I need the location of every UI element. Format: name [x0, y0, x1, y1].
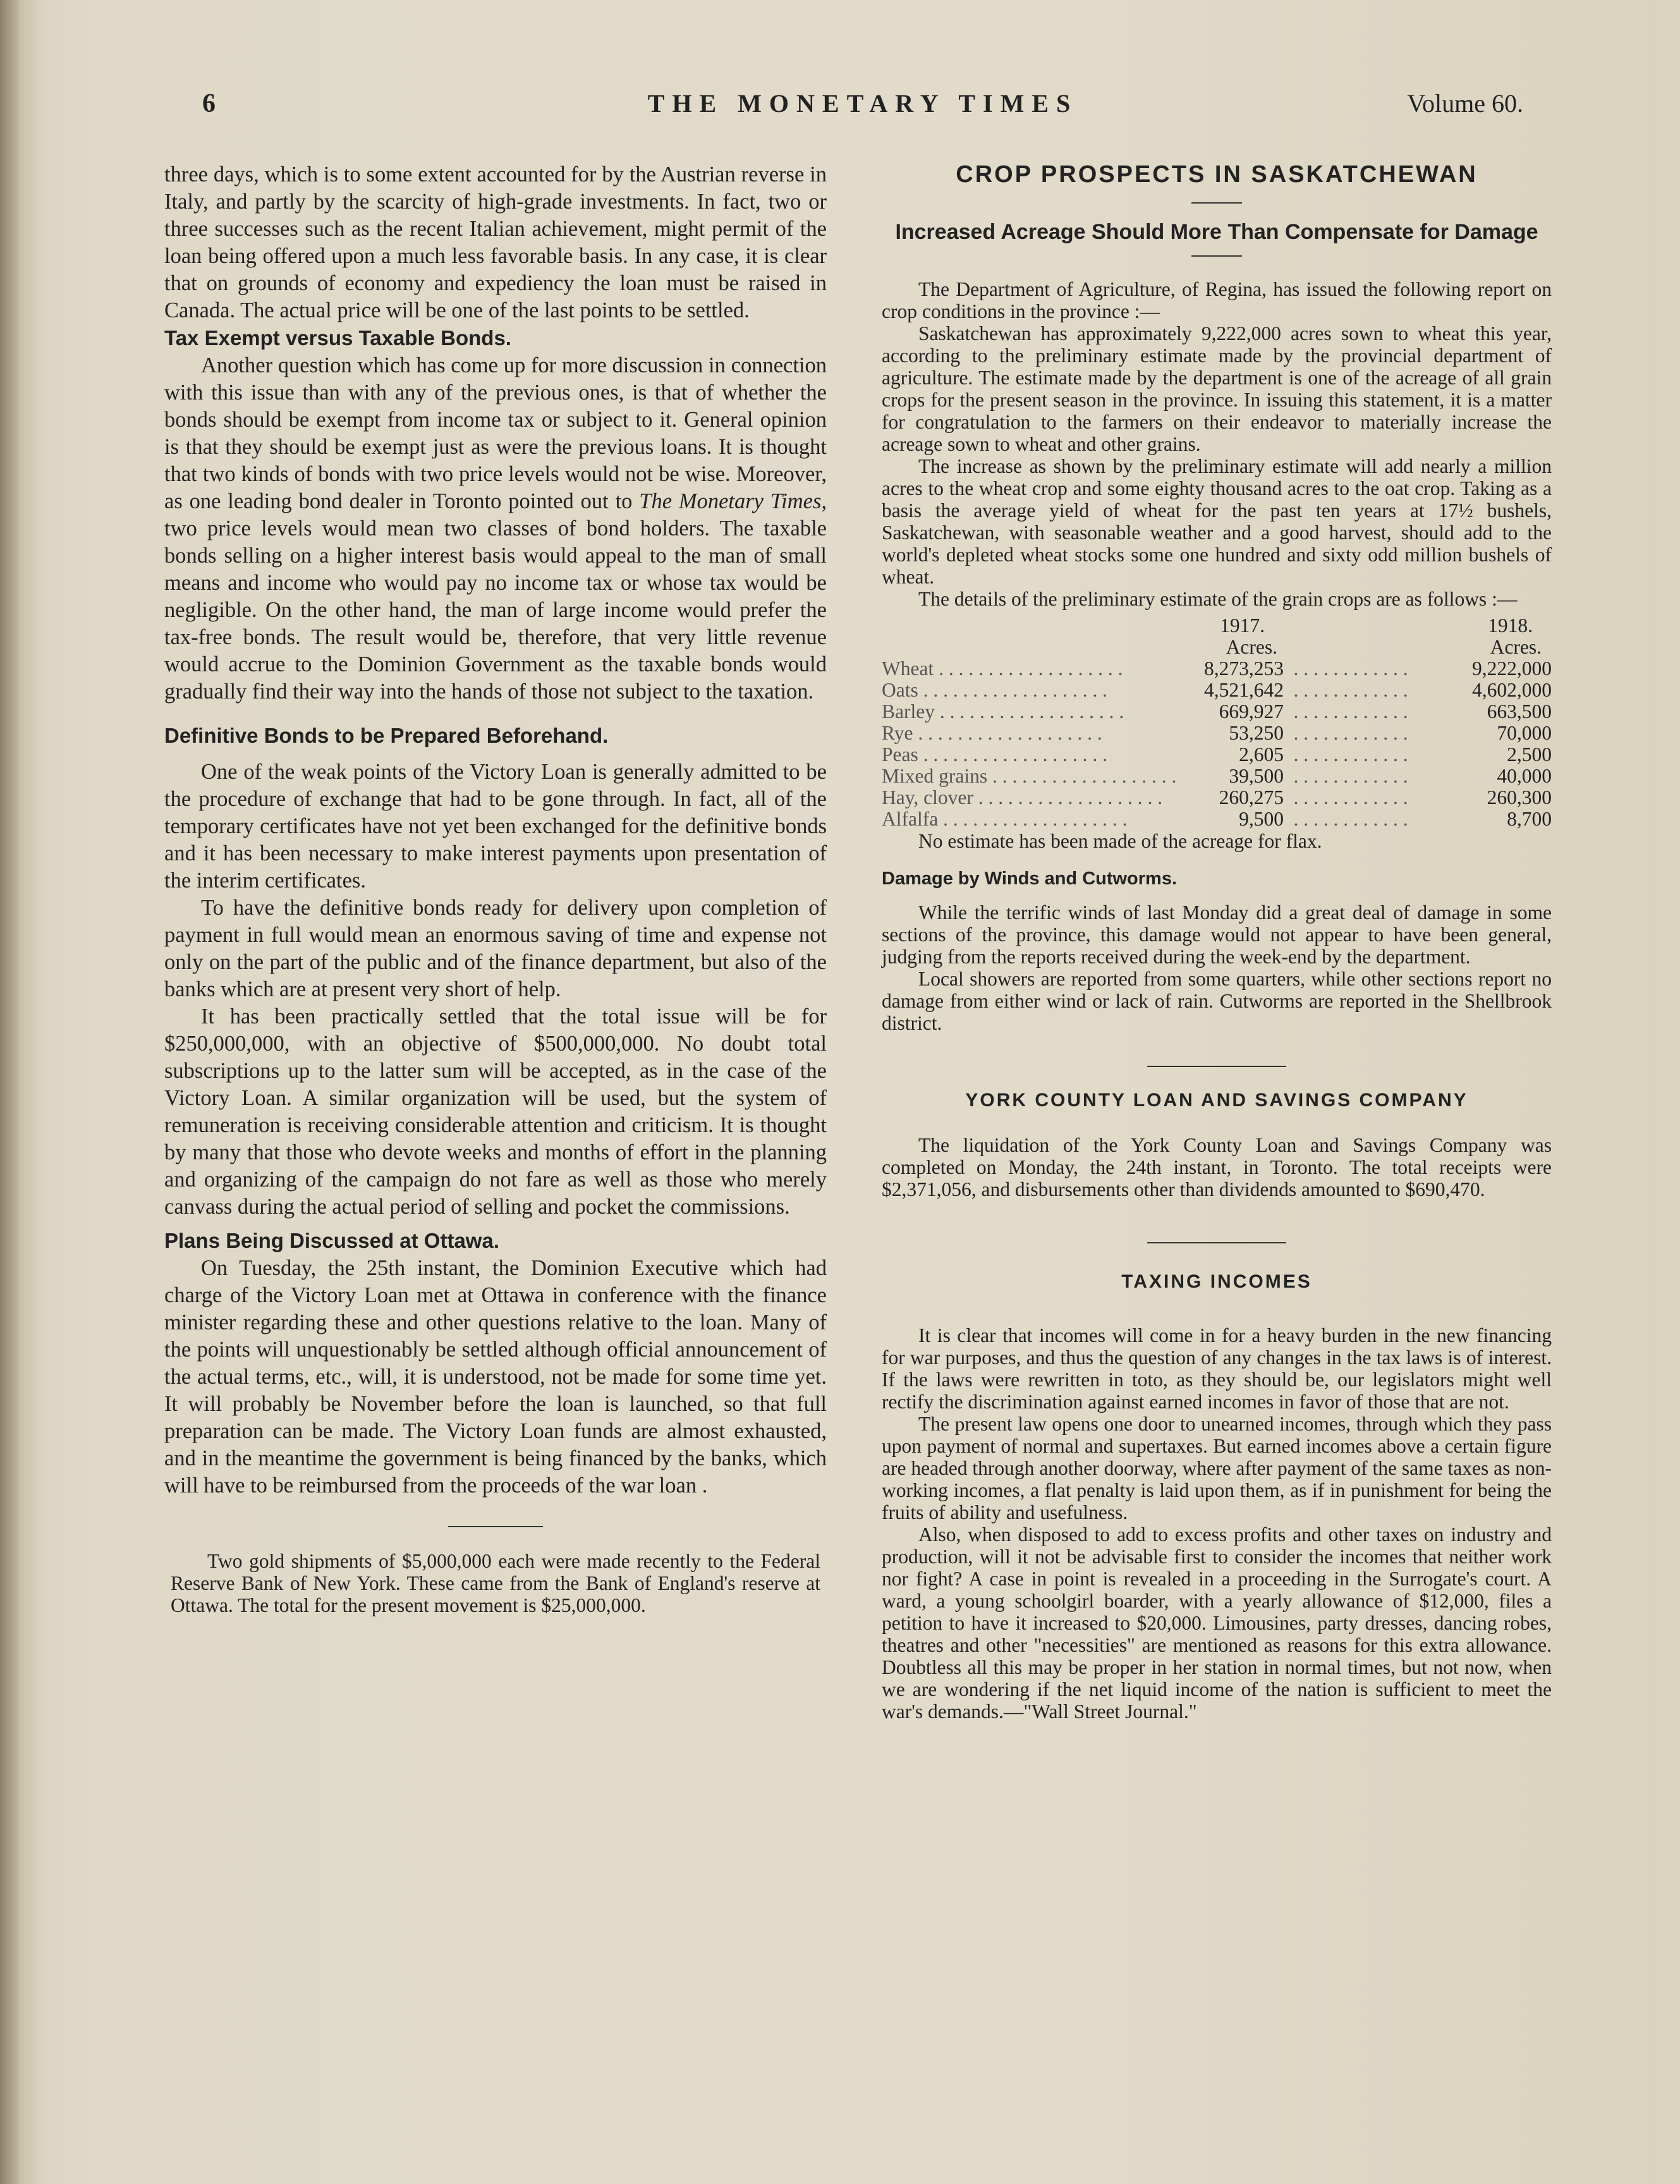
crop-name-cell [882, 723, 1150, 744]
leader-dots: . . . . . . . . . . . . [1293, 743, 1408, 766]
crop-acreage-table [882, 615, 1552, 830]
acres-1918-cell: 70,000 [1497, 722, 1552, 744]
crop-name: Rye [882, 722, 913, 744]
plans-ottawa-paragraph: On Tuesday, the 25th instant, the Dominion Executive which had charge of the Victory Loan met at Ottawa in conference with the finance minister regarding these and other questions relative to the loan. Many of the points will unquestionably be settled although official announcement of the actual terms, etc., will, it is understood, not be made for some time yet. It will probably be November before the loan is launched, so that full preparation can be made. The Victory Loan funds are almost exhausted, and in the meantime the government is being financed by the banks, which will have to be reimbursed from the proceeds of the war loan . [164, 1256, 827, 1498]
acres-1917-cell: 4,521,642 [1204, 679, 1284, 701]
unit-1917: Acres. [1226, 636, 1277, 658]
crop-name-cell [882, 808, 1150, 830]
acres-1917-cell: 2,605 [1239, 743, 1284, 766]
crop-name: Mixed grains [882, 765, 988, 787]
crop-paragraph-3: The increase as shown by the preliminary estimate will add nearly a million acres to the wheat crop and some eighty thousand acres to the oat crop. Taking as a basis the average yield of wheat for the past ten years at 17½ bushels, Saskatchewan, with seasonable weather and a good harvest, should add to the world's depleted wheat stocks some one hundred and sixty odd million bushels of wheat. [882, 455, 1552, 588]
table-row [882, 787, 1552, 808]
crop-name: Barley [882, 700, 935, 723]
definitive-bonds-paragraph-3: It has been practically settled that the total issue will be for $250,000,000, with an objective of $500,000,000. No doubt total subscriptions up to the latter sum will be accepted, as in the case of the Victory Loan. A similar organization will be used, but the system of remuneration is receiving considerable attention and criticism. It is thought by many that those who devote weeks and months of effort in the planning and organizing of the campaign do not fare as well as those who merely canvass during the actual period of selling and pocket the commissions. [164, 1004, 827, 1219]
leader-dots: . . . . . . . . . . . . [1293, 765, 1408, 787]
page-header [202, 88, 1523, 126]
leader-dots: . . . . . . . . . . . . [1293, 679, 1408, 701]
acres-1917-cell: 8,273,253 [1204, 657, 1284, 680]
crop-article-deck: Increased Acreage Should More Than Compensate for Damage [895, 220, 1538, 244]
table-row [882, 808, 1552, 830]
leader-dots: . . . . . . . . . . . . [1293, 808, 1408, 830]
volume-label: Volume 60. [1407, 89, 1523, 118]
heading-definitive-bonds: Definitive Bonds to be Prepared Beforehand. [164, 724, 609, 747]
table-row [882, 723, 1552, 744]
leader-dots: . . . . . . . . . . . . [1293, 722, 1408, 744]
publication-title: THE MONETARY TIMES [647, 89, 1078, 118]
crop-paragraph-2: Saskatchewan has approximately 9,222,000 acres sown to wheat this year, according to the preliminary estimate made by the provincial department of agriculture. The estimate made by the department is one of the acreage of all grain crops for the present season in the province. In issuing this statement, it is a matter for congratulation to the farmers on their endeavor to materially increase the acreage sown to wheat and other grains. [882, 322, 1552, 455]
crop-name-cell [882, 765, 1177, 787]
crop-name: Peas [882, 743, 918, 766]
acres-1917-cell: 9,500 [1239, 808, 1284, 830]
crop-name-cell [882, 701, 1150, 723]
year-1918: 1918. [1488, 614, 1533, 637]
taxing-paragraph-2: The present law opens one door to unearned incomes, through which they pass upon payment of normal and supertaxes. But earned incomes above a certain figure are headed through another doorway, where after payment of the same taxes as non-working incomes, a flat penalty is laid upon them, as if in punishment for being the fruits of ability and usefulness. [882, 1413, 1552, 1523]
definitive-bonds-paragraph-1: One of the weak points of the Victory Loan is generally admitted to be the procedure of exchange that had to be gone through. In fact, all of the temporary certificates have not yet been exchanged for the definitive bonds and it has been necessary to make interest payments upon presentation of the interim certificates. [164, 760, 827, 893]
definitive-bonds-paragraph-2: To have the definitive bonds ready for delivery upon completion of payment in full would mean an enormous saving of time and expense not only on the part of the public and of the finance department, but also of the banks which are at present very short of help. [164, 896, 827, 1001]
acres-1918-cell: 8,700 [1507, 808, 1552, 830]
tax-exempt-text-a: Another question which has come up for more discussion in connection with this issue than with any of the previous ones, is that of whether the bonds should be exempt from income tax or subject to it. General opinion is that they should be exempt just as were the previous loans. It is thought that two kinds of bonds with two price levels would not be wise. Moreover, as one leading bond dealer in Toronto pointed out to [164, 353, 827, 513]
acres-1918-cell: 40,000 [1497, 765, 1552, 787]
acres-1918-cell: 4,602,000 [1472, 679, 1552, 701]
leader-dots: . . . . . . . . . . . . . . . . . . . [987, 765, 1177, 787]
crop-name: Wheat [882, 657, 934, 680]
leader-dots: . . . . . . . . . . . . . . . . . . . [918, 743, 1107, 766]
page-number: 6 [202, 89, 216, 118]
monetary-times-italic: The Monetary Times, [639, 489, 827, 513]
table-row [882, 680, 1552, 701]
heading-tax-exempt: Tax Exempt versus Taxable Bonds. [164, 326, 511, 350]
damage-paragraph-2: Local showers are reported from some quarters, while other sections report no damage from either wind or lack of rain. Cutworms are reported in the Shellbrook district. [882, 968, 1552, 1034]
table-row [882, 701, 1552, 723]
unit-1918: Acres. [1490, 636, 1542, 658]
year-1917: 1917. [1220, 614, 1265, 637]
leader-dots: . . . . . . . . . . . . . . . . . . . [973, 786, 1163, 808]
table-row [882, 744, 1552, 766]
table-row [882, 658, 1552, 680]
left-column [164, 161, 827, 1616]
leader-dots: . . . . . . . . . . . . . . . . . . . [918, 679, 1107, 701]
heading-plans-ottawa: Plans Being Discussed at Ottawa. [164, 1229, 499, 1252]
crop-paragraph-5: No estimate has been made of the acreage for flax. [918, 830, 1322, 852]
acres-1917-cell: 260,275 [1219, 786, 1284, 808]
taxing-paragraph-1: It is clear that incomes will come in for a heavy burden in the new financing for war purposes, and thus the question of any changes in the tax laws is of interest. If the laws were rewritten in toto, as they should be, our legislators might well rectify the discrimination against earned incomes in favor of those that are not. [882, 1324, 1552, 1413]
taxing-paragraph-3: Also, when disposed to add to excess profits and other taxes on industry and production, will it not be advisable first to consider the incomes that neither work nor fight? A case in point is revealed in a proceeding in the Surrogate's court. A ward, a young schoolgirl boarder, with a yearly allowance of $12,000, files a petition to have it increased to $20,000. Limousines, party dresses, dancing robes, theatres and other "necessities" are mentioned as reasons for this extra allowance. Doubtless all this may be proper in her station in normal times, but not now, when we are wondering if the net liquid income of the nation is sufficient to meet the war's demands.—"Wall Street Journal." [882, 1523, 1552, 1723]
table-header-units [882, 637, 1552, 658]
crop-paragraph-4: The details of the preliminary estimate of the grain crops are as follows :— [918, 588, 1518, 610]
leader-dots: . . . . . . . . . . . . [1293, 786, 1408, 808]
heading-damage: Damage by Winds and Cutworms. [882, 869, 1178, 889]
table-row [882, 766, 1552, 787]
leader-dots: . . . . . . . . . . . . . . . . . . . [938, 808, 1128, 830]
crop-name-cell [882, 786, 1163, 808]
crop-name: Oats [882, 679, 918, 701]
acres-1917-cell: 39,500 [1229, 765, 1284, 787]
leader-dots: . . . . . . . . . . . . [1293, 700, 1408, 723]
acres-1918-cell: 663,500 [1487, 700, 1552, 723]
table-header-years [882, 615, 1552, 637]
acres-1918-cell: 2,500 [1507, 743, 1552, 766]
crop-name: Hay, clover [882, 786, 973, 808]
acres-1918-cell: 9,222,000 [1472, 657, 1552, 680]
crop-article-title: CROP PROSPECTS IN SASKATCHEWAN [956, 161, 1478, 188]
tax-exempt-text-b: two price levels would mean two classes of bond holders. The taxable bonds selling on a higher interest basis would appeal to the man of small means and income who would pay no income tax or whose tax would be negligible. On the other hand, the man of large income would prefer the tax-free bonds. The result would be, therefore, that very little revenue would accrue to the Dominion Government as the taxable bonds would gradually find their way into the hands of those not subject to the taxation. [164, 516, 827, 704]
leader-dots: . . . . . . . . . . . . . . . . . . . [934, 657, 1123, 680]
crop-name: Alfalfa [882, 808, 939, 830]
intro-paragraph: three days, which is to some extent accounted for by the Austrian reverse in Italy, and partly by the scarcity of high-grade investments. In fact, two or three successes such as the recent Italian achievement, might permit of the loan being offered upon a much less favorable basis. In any case, it is clear that on grounds of economy and expediency the loan must be raised in Canada. The actual price will be one of the last points to be settled. [164, 162, 827, 322]
tax-exempt-paragraph [164, 352, 827, 705]
damage-paragraph-1: While the terrific winds of last Monday did a great deal of damage in some sections of the province, this damage would not appear to have been general, judging from the reports received during the week-end by the department. [882, 901, 1552, 968]
acres-1917-cell: 669,927 [1219, 700, 1284, 723]
york-article-title: YORK COUNTY LOAN AND SAVINGS COMPANY [965, 1090, 1468, 1111]
crop-name-cell [882, 680, 1150, 701]
york-paragraph: The liquidation of the York County Loan and Savings Company was completed on Monday, the 24th instant, in Toronto. The total receipts were $2,371,056, and disbursements other than dividends amounted to $690,470. [882, 1134, 1552, 1200]
crop-paragraph-1: The Department of Agriculture, of Regina, has issued the following report on crop conditions in the province :— [882, 278, 1552, 322]
acres-1918-cell: 260,300 [1487, 786, 1552, 808]
acres-1917-cell: 53,250 [1229, 722, 1284, 744]
crop-name-cell [882, 658, 1150, 680]
crop-name-cell [882, 744, 1150, 766]
leader-dots: . . . . . . . . . . . . . . . . . . . [913, 722, 1102, 744]
leader-dots: . . . . . . . . . . . . . . . . . . . [934, 700, 1124, 723]
right-column [882, 161, 1552, 1723]
taxing-article-title: TAXING INCOMES [1121, 1271, 1312, 1292]
leader-dots: . . . . . . . . . . . . [1293, 657, 1408, 680]
gold-shipments-note: Two gold shipments of $5,000,000 each were made recently to the Federal Reserve Bank of New York. These came from the Bank of England's reserve at Ottawa. The total for the present movement is $25,000,000. [171, 1550, 820, 1616]
